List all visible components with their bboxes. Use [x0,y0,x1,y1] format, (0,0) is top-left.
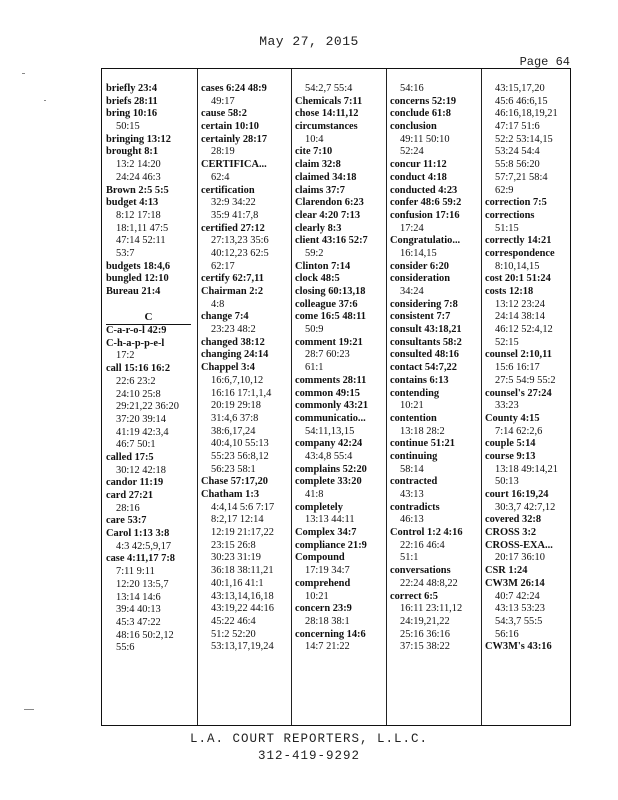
index-entry-term: comment 19:21 [295,336,363,348]
index-entry-term: confer 48:6 59:2 [390,197,462,209]
index-entry-refs: 41:19 42:3,4 [116,426,169,438]
index-entry-term: briefs 28:11 [106,95,158,107]
index-entry-term: cost 20:1 51:24 [485,273,551,285]
index-entry-refs: 22:24 48:8,22 [400,577,458,589]
index-entry-term: contains 6:13 [390,374,449,386]
index-entry-refs: 43:13,14,16,18 [211,590,274,602]
index-entry-term: consideration [390,273,451,285]
index-entry-refs: 61:1 [305,362,324,374]
index-entry-refs: 30:23 31:19 [211,552,261,564]
index-entry-refs: 62:17 [211,260,235,272]
index-entry-term: course 9:13 [485,450,536,462]
index-entry-term: closing 60:13,18 [295,286,366,297]
index-entry-refs: 62:4 [211,171,230,183]
index-entry-refs: 13:12 23:24 [495,298,545,310]
index-entry-refs: 10:21 [400,400,424,412]
index-entry-refs: 28:19 [211,146,235,158]
index-entry-term: communicatio... [295,412,366,424]
reporter-name: L.A. COURT REPORTERS, L.L.C. [189,732,429,746]
index-entry-term: CERTIFICA... [201,159,267,171]
index-entry-term: Clinton 7:14 [295,260,351,272]
reporter-footer [0,731,618,765]
index-entry-term: clearly 8:3 [295,222,342,234]
index-entry-refs: 30:12 42:18 [116,464,166,476]
index-column-5 [481,69,572,725]
index-entry-refs: 47:17 51:6 [495,121,540,133]
index-entry-refs: 52:15 [495,336,519,348]
index-entry-term: C-a-r-o-l 42:9 [106,325,167,337]
index-entry-refs: 22:16 46:4 [400,539,445,551]
index-entry-term: concerns 52:19 [390,95,457,107]
index-entry-refs: 53:13,17,19,24 [211,641,274,653]
index-entry-term: CW3M's 43:16 [485,641,552,653]
index-entry-refs: 54:16 [400,83,424,94]
index-entry-term: Control 1:2 4:16 [390,527,463,539]
index-entry-refs: 31:4,6 37:8 [211,412,259,424]
index-entry-refs: 41:8 [305,489,324,500]
index-entry-refs: 20:19 29:18 [211,400,261,412]
index-entry-term: comprehend [295,577,351,589]
index-entry-refs: 13:18 49:14,21 [495,463,558,475]
index-entry-term: certified 27:12 [201,222,265,234]
index-entry-refs: 13:2 14:20 [116,159,161,171]
index-entry-term: conduct 4:18 [390,171,447,183]
index-entry-term: Brown 2:5 5:5 [106,184,169,196]
index-entry-refs: 52:2 53:14,15 [495,133,553,145]
index-entry-refs: 7:14 62:2,6 [495,425,543,437]
index-entry-term: CROSS-EXA... [485,539,553,551]
index-entry-term: Congratulatio... [390,235,461,247]
index-entry-term: changed 38:12 [201,336,265,348]
index-entry-term: conclusion [390,121,437,133]
index-entry-refs: 17:24 [400,222,424,234]
index-entry-refs: 4:4,14 5:6 7:17 [211,501,275,513]
index-entry-refs: 12:19 21:17,22 [211,527,274,539]
index-column-3 [291,69,386,725]
transcript-date: May 27, 2015 [259,34,359,49]
index-entry-refs: 46:7 50:1 [116,439,156,451]
index-entry-term: come 16:5 48:11 [295,311,366,323]
index-entry-refs: 46:16,18,19,21 [495,108,558,120]
index-entry-refs: 38:6,17,24 [211,425,256,437]
index-entry-refs: 52:24 [400,146,424,158]
index-entry-refs: 55:23 56:8,12 [211,450,269,462]
index-entry-refs: 20:17 36:10 [495,552,545,564]
index-entry-refs: 27:5 54:9 55:2 [495,374,556,386]
index-entry-term: consulted 48:16 [390,349,459,361]
index-entry-refs: 53:7 [116,247,135,259]
index-entry-refs: 8:12 17:18 [116,209,161,221]
index-entry-term: correspondence [485,247,555,259]
index-entry-refs: 24:10 25:8 [116,388,161,400]
index-entry-term: cite 7:10 [295,146,333,158]
index-entry-term: costs 12:18 [485,286,534,297]
index-entry-term: compliance 21:9 [295,539,367,551]
index-entry-term: Chatham 1:3 [201,489,260,500]
index-entry-refs: 23:15 26:8 [211,539,256,551]
index-entry-term: complains 52:20 [295,463,367,475]
index-entry-refs: 51:2 52:20 [211,628,256,640]
index-entry-term: circumstances [295,121,358,133]
index-entry-refs: 10:4 [305,133,324,145]
index-entry-term: C-h-a-p-p-e-l [106,337,165,349]
index-entry-refs: 53:24 54:4 [495,146,540,158]
index-entry-term: comments 28:11 [295,374,367,386]
index-entry-term: completely [295,501,343,513]
index-entry-term: concerning 14:6 [295,628,366,640]
index-entry-refs: 22:6 23:2 [116,375,156,387]
index-entry-refs: 4:8 [211,298,225,310]
index-entry-term: bringing 13:12 [106,133,171,145]
index-entry-term: certain 10:10 [201,121,259,133]
index-entry-refs: 23:23 48:2 [211,324,256,336]
index-entry-refs: 43:19,22 44:16 [211,603,274,615]
index-entry-term: brought 8:1 [106,146,159,158]
scan-speck [44,100,46,101]
index-entry-refs: 29:21,22 36:20 [116,401,179,413]
index-entry-refs: 15:6 16:17 [495,362,540,374]
index-entry-refs: 54:2,7 55:4 [305,83,353,94]
index-entry-refs: 50:9 [305,324,324,336]
index-entry-term: Compound [295,552,345,564]
index-entry-refs: 40:4,10 55:13 [211,438,269,450]
index-entry-refs: 62:9 [495,184,514,196]
index-entry-term: contending [390,387,440,399]
index-entry-refs: 47:14 52:11 [116,235,166,247]
index-entry-term: covered 32:8 [485,514,542,526]
index-entry-term: couple 5:14 [485,438,536,450]
index-entry-term: contradicts [390,501,440,513]
index-entry-term: Chemicals 7:11 [295,95,363,107]
index-entry-term: Chase 57:17,20 [201,476,268,488]
index-entry-refs: 24:19,21,22 [400,615,450,627]
index-entry-refs: 43:13 53:23 [495,603,545,615]
index-entry-refs: 57:7,21 58:4 [495,171,548,183]
index-entry-term: card 27:21 [106,490,154,501]
index-entry-term: conducted 4:23 [390,184,458,196]
index-entry-term: Clarendon 6:23 [295,197,364,209]
index-entry-term: clock 48:5 [295,273,340,285]
index-entry-refs: 30:3,7 42:7,12 [495,501,556,513]
index-entry-refs: 7:11 9:11 [116,566,155,578]
index-entry-refs: 49:11 50:10 [400,133,450,145]
index-entry-refs: 58:14 [400,463,424,475]
index-entry-refs: 16:6,7,10,12 [211,374,264,386]
index-entry-term: CROSS 3:2 [485,527,537,539]
page-number: Page 64 [519,55,570,69]
index-entry-term: CSR 1:24 [485,565,528,577]
index-entry-term: colleague 37:6 [295,298,358,310]
index-entry-refs: 48:16 50:2,12 [116,629,174,641]
index-entry-refs: 45:3 47:22 [116,616,161,628]
index-column-2 [197,69,291,725]
index-entry-refs: 33:23 [495,400,519,412]
index-entry-term: consider 6:20 [390,260,449,272]
word-index-frame [101,68,571,726]
index-entry-term: clear 4:20 7:13 [295,209,361,221]
index-entry-term: complete 33:20 [295,476,362,488]
index-entry-refs: 17:19 34:7 [305,565,350,577]
index-entry-refs: 27:13,23 35:6 [211,235,269,247]
index-entry-term: cause 58:2 [201,108,247,120]
index-entry-refs: 16:11 23:11,12 [400,603,463,615]
index-entry-term: bring 10:16 [106,108,158,120]
index-entry-refs: 34:24 [400,286,424,297]
index-entry-term: certify 62:7,11 [201,273,264,285]
index-entry-term: contracted [390,476,438,488]
index-entry-term: consultants 58:2 [390,336,462,348]
index-entry-refs: 40:7 42:24 [495,590,540,602]
index-entry-term: claims 37:7 [295,184,345,196]
index-entry-refs: 37:15 38:22 [400,641,450,653]
scan-speck [22,73,25,74]
index-entry-refs: 51:15 [495,222,519,234]
scan-speck [24,709,34,710]
index-entry-refs: 37:20 39:14 [116,413,166,425]
index-entry-term: commonly 43:21 [295,400,369,412]
index-entry-term: correct 6:5 [390,590,438,602]
index-entry-term: company 42:24 [295,438,363,450]
index-entry-term: briefly 23:4 [106,83,158,94]
index-entry-term: court 16:19,24 [485,489,549,500]
index-entry-refs: 46:13 [400,514,424,526]
index-entry-term: call 15:16 16:2 [106,363,171,375]
index-entry-refs: 59:2 [305,247,324,259]
index-entry-term: claimed 34:18 [295,171,357,183]
index-entry-term: case 4:11,17 7:8 [106,553,175,565]
index-entry-term: CW3M 26:14 [485,577,545,589]
index-entry-refs: 28:18 38:1 [305,615,350,627]
index-entry-term: changing 24:14 [201,349,269,361]
index-column-1 [102,69,197,725]
index-entry-term: certification [201,184,255,196]
index-entry-term: contact 54:7,22 [390,362,457,374]
index-entry-refs: 45:6 46:6,15 [495,95,548,107]
index-entry-refs: 24:24 46:3 [116,171,161,183]
index-entry-term: counsel's 27:24 [485,387,552,399]
index-entry-term: correction 7:5 [485,197,547,209]
index-entry-refs: 13:14 14:6 [116,591,161,603]
index-entry-refs: 24:14 38:14 [495,311,545,323]
index-letter-heading: C [106,311,191,325]
index-entry-term: continuing [390,450,438,462]
index-entry-term: corrections [485,209,535,221]
index-blank-line [106,299,197,312]
index-entry-refs: 16:14,15 [400,247,437,259]
index-entry-term: care 53:7 [106,515,147,527]
index-entry-refs: 54:3,7 55:5 [495,615,543,627]
index-entry-refs: 35:9 41:7,8 [211,209,259,221]
index-entry-refs: 16:16 17:1,1,4 [211,387,272,399]
index-column-4 [386,69,481,725]
index-entry-refs: 14:7 21:22 [305,641,350,653]
index-entry-refs: 50:13 [495,476,519,488]
index-entry-refs: 13:18 28:2 [400,425,445,437]
index-entry-term: Chappel 3:4 [201,362,255,374]
index-entry-refs: 51:1 [400,552,419,564]
index-entry-refs: 4:3 42:5,9,17 [116,540,172,552]
index-entry-term: County 4:15 [485,412,540,424]
index-entry-refs: 43:13 [400,489,424,500]
index-entry-term: budgets 18:4,6 [106,260,171,272]
index-entry-refs: 13:13 44:11 [305,514,355,526]
index-entry-term: bungled 12:10 [106,273,169,285]
index-entry-refs: 56:23 58:1 [211,463,256,475]
index-entry-term: confusion 17:16 [390,209,460,221]
index-entry-refs: 17:2 [116,350,135,362]
index-entry-term: Complex 34:7 [295,527,357,539]
index-entry-term: cases 6:24 48:9 [201,83,267,94]
index-entry-term: conversations [390,565,451,577]
index-entry-term: contention [390,412,437,424]
index-entry-term: Carol 1:13 3:8 [106,528,170,540]
index-entry-term: counsel 2:10,11 [485,349,552,361]
index-entry-refs: 28:16 [116,502,140,514]
index-entry-refs: 46:12 52:4,12 [495,324,553,336]
index-entry-term: chose 14:11,12 [295,108,359,120]
index-entry-term: correctly 14:21 [485,235,552,247]
index-entry-term: change 7:4 [201,311,249,323]
index-entry-refs: 36:18 38:11,21 [211,565,274,577]
index-entry-term: called 17:5 [106,451,154,463]
index-entry-term: conclude 61:8 [390,108,451,120]
index-entry-refs: 18:1,11 47:5 [116,222,169,234]
index-entry-refs: 39:4 40:13 [116,604,161,616]
index-entry-term: consult 43:18,21 [390,324,462,336]
index-entry-refs: 55:6 [116,642,135,654]
index-entry-term: concern 23:9 [295,603,352,615]
index-entry-term: Bureau 21:4 [106,286,161,297]
index-entry-refs: 40:12,23 62:5 [211,247,269,259]
index-entry-refs: 54:11,13,15 [305,425,355,437]
index-entry-refs: 49:17 [211,95,235,107]
index-entry-refs: 28:7 60:23 [305,349,350,361]
index-entry-term: considering 7:8 [390,298,458,310]
index-entry-refs: 55:8 56:20 [495,159,540,171]
index-entry-refs: 43:15,17,20 [495,83,545,94]
index-entry-refs: 25:16 36:16 [400,628,450,640]
index-entry-term: common 49:15 [295,387,360,399]
index-entry-term: continue 51:21 [390,438,455,450]
index-entry-refs: 8:10,14,15 [495,260,540,272]
index-entry-term: budget 4:13 [106,197,159,209]
index-entry-refs: 12:20 13:5,7 [116,578,169,590]
index-entry-refs: 32:9 34:22 [211,197,256,209]
index-entry-refs: 10:21 [305,590,329,602]
index-entry-term: certainly 28:17 [201,133,268,145]
index-entry-term: consistent 7:7 [390,311,451,323]
reporter-phone: 312-419-9292 [257,749,360,763]
index-entry-refs: 8:2,17 12:14 [211,514,264,526]
index-entry-refs: 40:1,16 41:1 [211,577,264,589]
index-entry-refs: 50:15 [116,121,140,133]
index-entry-term: concur 11:12 [390,159,447,171]
index-entry-refs: 56:16 [495,628,519,640]
index-entry-term: claim 32:8 [295,159,341,171]
index-entry-refs: 43:4,8 55:4 [305,450,353,462]
index-entry-refs: 45:22 46:4 [211,615,256,627]
index-entry-term: Chairman 2:2 [201,286,264,297]
index-entry-term: candor 11:19 [106,477,164,489]
index-entry-term: client 43:16 52:7 [295,235,368,247]
